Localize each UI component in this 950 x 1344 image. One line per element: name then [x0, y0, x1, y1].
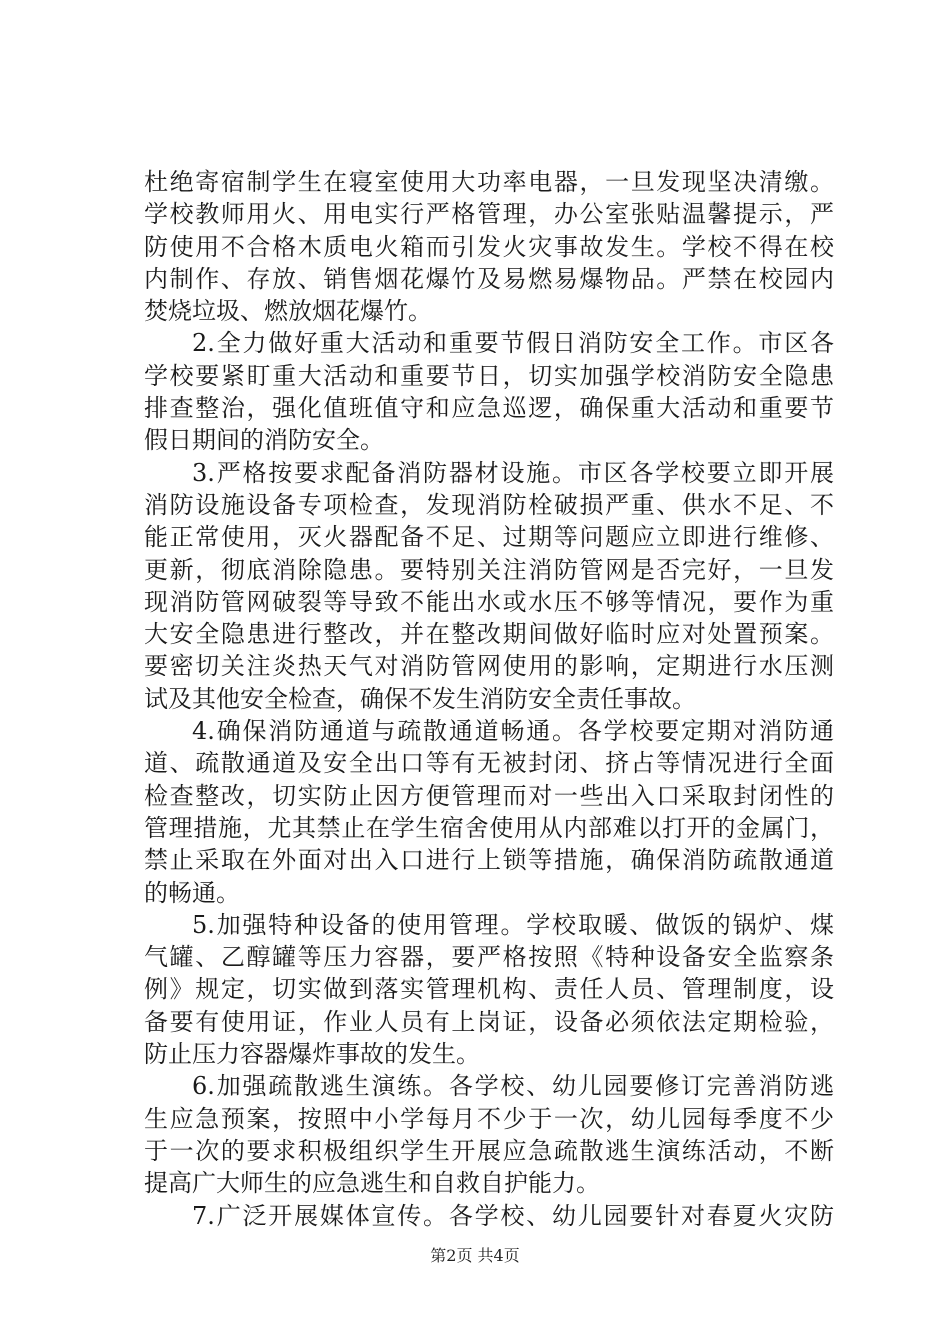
text-line: 现消防管网破裂等导致不能出水或水压不够等情况，要作为重 [144, 587, 834, 616]
text-line: 试及其他安全检查，确保不发生消防安全责任事故。 [144, 684, 696, 713]
text-line: 要密切关注炎热天气对消防管网使用的影响，定期进行水压测 [144, 652, 834, 681]
text-line: 道、疏散通道及安全出口等有无被封闭、挤占等情况进行全面 [144, 749, 834, 778]
page-footer: 第2页 共4页 [430, 1246, 520, 1265]
text-line: 3.严格按要求配备消防器材设施。市区各学校要立即开展 [192, 458, 834, 487]
text-line: 大安全隐患进行整改，并在整改期间做好临时应对处置预案。 [144, 620, 834, 649]
text-line: 4.确保消防通道与疏散通道畅通。各学校要定期对消防通 [192, 717, 834, 746]
text-line: 管理措施，尤其禁止在学生宿舍使用从内部难以打开的金属门， [144, 813, 834, 842]
text-line: 例》规定，切实做到落实管理机构、责任人员、管理制度，设 [144, 975, 834, 1004]
text-line: 6.加强疏散逃生演练。各学校、幼儿园要修订完善消防逃 [192, 1072, 834, 1101]
text-line: 生应急预案，按照中小学每月不少于一次，幼儿园每季度不少 [144, 1104, 834, 1133]
text-line: 更新，彻底消除隐患。要特别关注消防管网是否完好，一旦发 [144, 555, 834, 584]
text-line: 气罐、乙醇罐等压力容器，要严格按照《特种设备安全监察条 [144, 943, 834, 972]
text-line: 杜绝寄宿制学生在寝室使用大功率电器，一旦发现坚决清缴。 [144, 168, 834, 196]
text-line: 5.加强特种设备的使用管理。学校取暖、做饭的锅炉、煤 [192, 910, 834, 939]
text-line: 防使用不合格木质电火箱而引发火灾事故发生。学校不得在校 [144, 232, 834, 261]
text-line: 于一次的要求积极组织学生开展应急疏散逃生演练活动，不断 [144, 1136, 834, 1165]
text-line: 假日期间的消防安全。 [144, 426, 384, 455]
text-line: 2.全力做好重大活动和重要节假日消防安全工作。市区各 [192, 329, 834, 358]
text-line: 禁止采取在外面对出入口进行上锁等措施，确保消防疏散通道 [144, 846, 834, 875]
text-line: 能正常使用，灭火器配备不足、过期等问题应立即进行维修、 [144, 523, 834, 552]
text-line: 7.广泛开展媒体宣传。各学校、幼儿园要针对春夏火灾防 [192, 1201, 834, 1230]
text-line: 学校要紧盯重大活动和重要节日，切实加强学校消防安全隐患 [144, 361, 834, 390]
text-line: 排查整治，强化值班值守和应急巡逻，确保重大活动和重要节 [144, 394, 834, 423]
text-line: 消防设施设备专项检查，发现消防栓破损严重、供水不足、不 [144, 490, 834, 519]
text-line: 学校教师用火、用电实行严格管理，办公室张贴温馨提示，严 [144, 200, 834, 229]
text-line: 焚烧垃圾、燃放烟花爆竹。 [144, 297, 432, 326]
text-line: 内制作、存放、销售烟花爆竹及易燃易爆物品。严禁在校园内 [144, 264, 834, 293]
body-text [144, 166, 834, 1232]
text-line: 提高广大师生的应急逃生和自救自护能力。 [144, 1169, 600, 1198]
text-line: 备要有使用证，作业人员有上岗证，设备必须依法定期检验， [144, 1007, 834, 1036]
text-line: 的畅通。 [144, 878, 240, 907]
text-line: 检查整改，切实防止因方便管理而对一些出入口采取封闭性的 [144, 781, 834, 810]
text-line: 防止压力容器爆炸事故的发生。 [144, 1040, 480, 1069]
